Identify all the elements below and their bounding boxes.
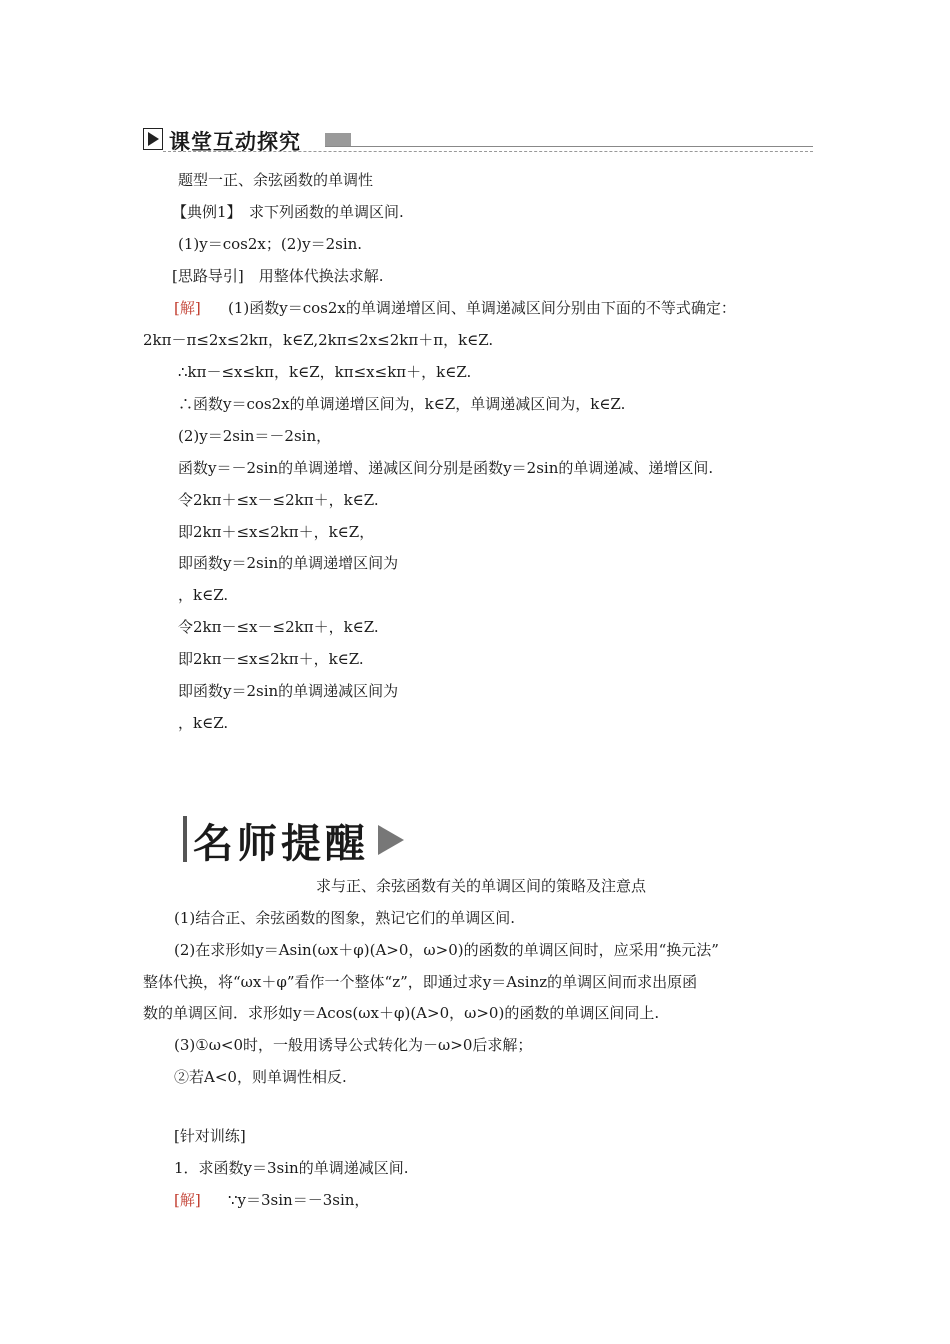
solution-line: 即2kπ＋≤x≤2kπ＋，k∈Z， [178,523,375,541]
tip-line: 整体代换，将“ωx＋φ”看作一个整体“z”，即通过求y＝Asinz的单调区间而求出原函 [143,973,698,991]
header-dashed-rule [163,151,813,152]
solution-line: 令2kπ－≤x－≤2kπ＋，k∈Z. [178,618,379,636]
header-decoration [325,133,351,147]
hint-line: [思路导引] 用整体代换法求解. [172,267,384,285]
solution-line: 函数y＝－2sin的单调递增、递减区间分别是函数y＝2sin的单调递减、递增区间. [178,459,714,477]
example-title: 【典例1】 求下列函数的单调区间. [172,203,404,221]
solution-line: 即函数y＝2sin的单调递增区间为 [178,554,399,572]
teacher-tip-title: 名师提醒 [193,821,369,867]
solution-line: ，k∈Z. [178,714,229,732]
solution-label: [解] [174,299,201,317]
solution-label: [解] [174,1191,201,1209]
tip-line: (2)在求形如y＝Asin(ωx＋φ)(A>0，ω>0)的函数的单调区间时，应采用“换元法” [174,941,719,959]
tip-line: ②若A<0，则单调性相反. [174,1068,347,1086]
example-question: (1)y＝cos2x；(2)y＝2sin. [178,235,363,253]
header-rule [325,146,813,147]
practice-solution: ∵y＝3sin＝－3sin， [228,1191,370,1209]
practice-question: 1．求函数y＝3sin的单调递减区间. [174,1159,409,1177]
tip-line: 数的单调区间．求形如y＝Acos(ωx＋φ)(A>0，ω>0)的函数的单调区间同上. [143,1004,660,1022]
solution-line: 令2kπ＋≤x－≤2kπ＋，k∈Z. [178,491,379,509]
solution-line: (2)y＝2sin＝－2sin， [178,427,332,445]
topic-heading: 题型一正、余弦函数的单调性 [178,171,374,189]
practice-heading: [针对训练] [174,1127,246,1145]
solution-line: ，k∈Z. [178,586,229,604]
solution-line: (1)函数y＝cos2x的单调递增区间、单调递减区间分别由下面的不等式确定： [228,299,736,317]
solution-line: 2kπ－π≤2x≤2kπ，k∈Z,2kπ≤2x≤2kπ＋π，k∈Z. [143,331,494,349]
solution-line: ∴函数y＝cos2x的单调递增区间为，k∈Z，单调递减区间为，k∈Z. [178,395,626,413]
section-header [143,124,813,154]
solution-line: ∴kπ－≤x≤kπ，k∈Z，kπ≤x≤kπ＋，k∈Z. [178,363,472,381]
tip-line: (1)结合正、余弦函数的图象，熟记它们的单调区间. [174,909,516,927]
solution-line: 即函数y＝2sin的单调递减区间为 [178,682,399,700]
solution-line: 即2kπ－≤x≤2kπ＋，k∈Z. [178,650,364,668]
tip-heading: 求与正、余弦函数有关的单调区间的策略及注意点 [316,877,647,895]
banner-bar [183,816,187,862]
section-title: 课堂互动探究 [169,130,301,154]
tip-line: (3)①ω<0时，一般用诱导公式转化为－ω>0后求解； [174,1036,533,1054]
play-arrow-icon [143,128,163,150]
play-arrow-icon [376,824,406,856]
